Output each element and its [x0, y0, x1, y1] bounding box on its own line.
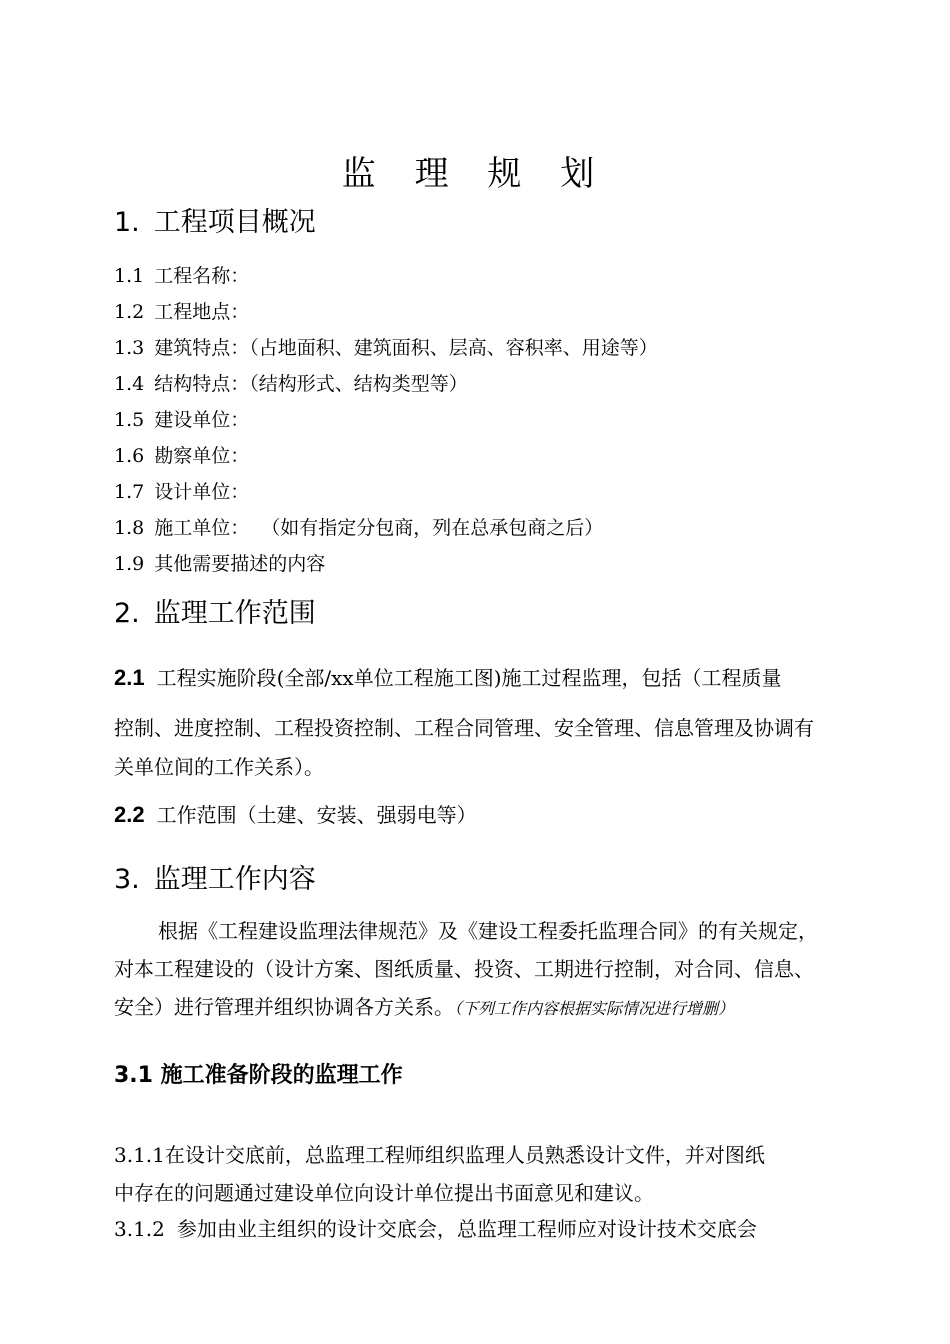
list-item: [114, 371, 468, 397]
item-text: 工程名称：: [154, 265, 250, 287]
paragraph-text: 工作范围（土建、安装、强弱电等）: [156, 803, 477, 827]
paragraph-number: 2.1: [114, 665, 145, 690]
item-text: 建设单位：: [154, 409, 250, 431]
section-1-heading: [114, 203, 316, 243]
paragraph-2-1-line-2: 控制、进度控制、工程投资控制、工程合同管理、安全管理、信息管理及协调有: [114, 716, 814, 740]
list-item: [114, 479, 249, 505]
section-number: 2.: [114, 598, 140, 629]
item-number: 1.3: [114, 337, 145, 359]
section-title: 工程项目概况: [153, 207, 316, 238]
intro-text: 安全）进行管理并组织协调各方关系。: [114, 995, 454, 1019]
item-text: 工程地点：: [154, 301, 250, 323]
intro-note: （下列工作内容根据实际情况进行增删）: [454, 999, 735, 1018]
subsection-3-1-heading: 3.1 施工准备阶段的监理工作: [114, 1063, 403, 1088]
item-text: 结构特点：（结构形式、结构类型等）: [154, 373, 468, 395]
section-2-heading: [114, 594, 316, 634]
paragraph-2-1-line-1: [114, 664, 782, 692]
item-3-1-2-line-1: [114, 1215, 757, 1243]
intro-line-3: [114, 993, 734, 1023]
section-title: 监理工作内容: [153, 864, 316, 895]
intro-line-2: 对本工程建设的（设计方案、图纸质量、投资、工期进行控制，对合同、信息、: [114, 957, 814, 981]
item-text: 参加由业主组织的设计交底会，总监理工程师应对设计技术交底会: [176, 1217, 757, 1241]
section-number: 3.: [114, 864, 140, 895]
list-item: [114, 551, 325, 577]
item-number: 3.1.2: [114, 1217, 165, 1241]
item-number: 1.7: [114, 481, 145, 503]
list-item: [114, 443, 249, 469]
item-number: 1.2: [114, 301, 145, 323]
paragraph-number: 2.2: [114, 802, 145, 827]
intro-line-1: 根据《工程建设监理法律规范》及《建设工程委托监理合同》的有关规定，: [158, 919, 818, 943]
list-item: [114, 335, 658, 361]
paragraph-2-1-line-3: 关单位间的工作关系）。: [114, 755, 324, 779]
document-title: 监 理 规 划: [341, 154, 609, 194]
item-text: 在设计交底前，总监理工程师组织监理人员熟悉设计文件，并对图纸: [164, 1143, 765, 1167]
section-title: 监理工作范围: [153, 598, 316, 629]
section-3-heading: [114, 860, 316, 900]
item-number: 3.1.1: [114, 1143, 165, 1167]
list-item: [114, 407, 249, 433]
item-number: 1.6: [114, 445, 145, 467]
list-item: [114, 299, 249, 325]
item-number: 1.8: [114, 517, 145, 539]
item-number: 1.1: [114, 265, 145, 287]
item-text: 设计单位：: [154, 481, 250, 503]
item-text: 建筑特点：（占地面积、建筑面积、层高、容积率、用途等）: [154, 337, 658, 359]
section-number: 1.: [114, 207, 140, 238]
item-3-1-1-line-1: [114, 1141, 765, 1169]
list-item: [114, 263, 249, 289]
item-number: 1.4: [114, 373, 145, 395]
list-item: [114, 515, 603, 541]
item-text: 其他需要描述的内容: [154, 553, 326, 575]
item-number: 1.5: [114, 409, 145, 431]
item-text: 勘察单位：: [154, 445, 250, 467]
paragraph-text: 工程实施阶段(全部/xx单位工程施工图)施工过程监理，包括（工程质量: [156, 666, 782, 690]
item-text: 施工单位： （如有指定分包商，列在总承包商之后）: [154, 517, 604, 539]
item-3-1-1-line-2: 中存在的问题通过建设单位向设计单位提出书面意见和建议。: [114, 1181, 654, 1205]
item-number: 1.9: [114, 553, 145, 575]
paragraph-2-2: [114, 801, 477, 829]
